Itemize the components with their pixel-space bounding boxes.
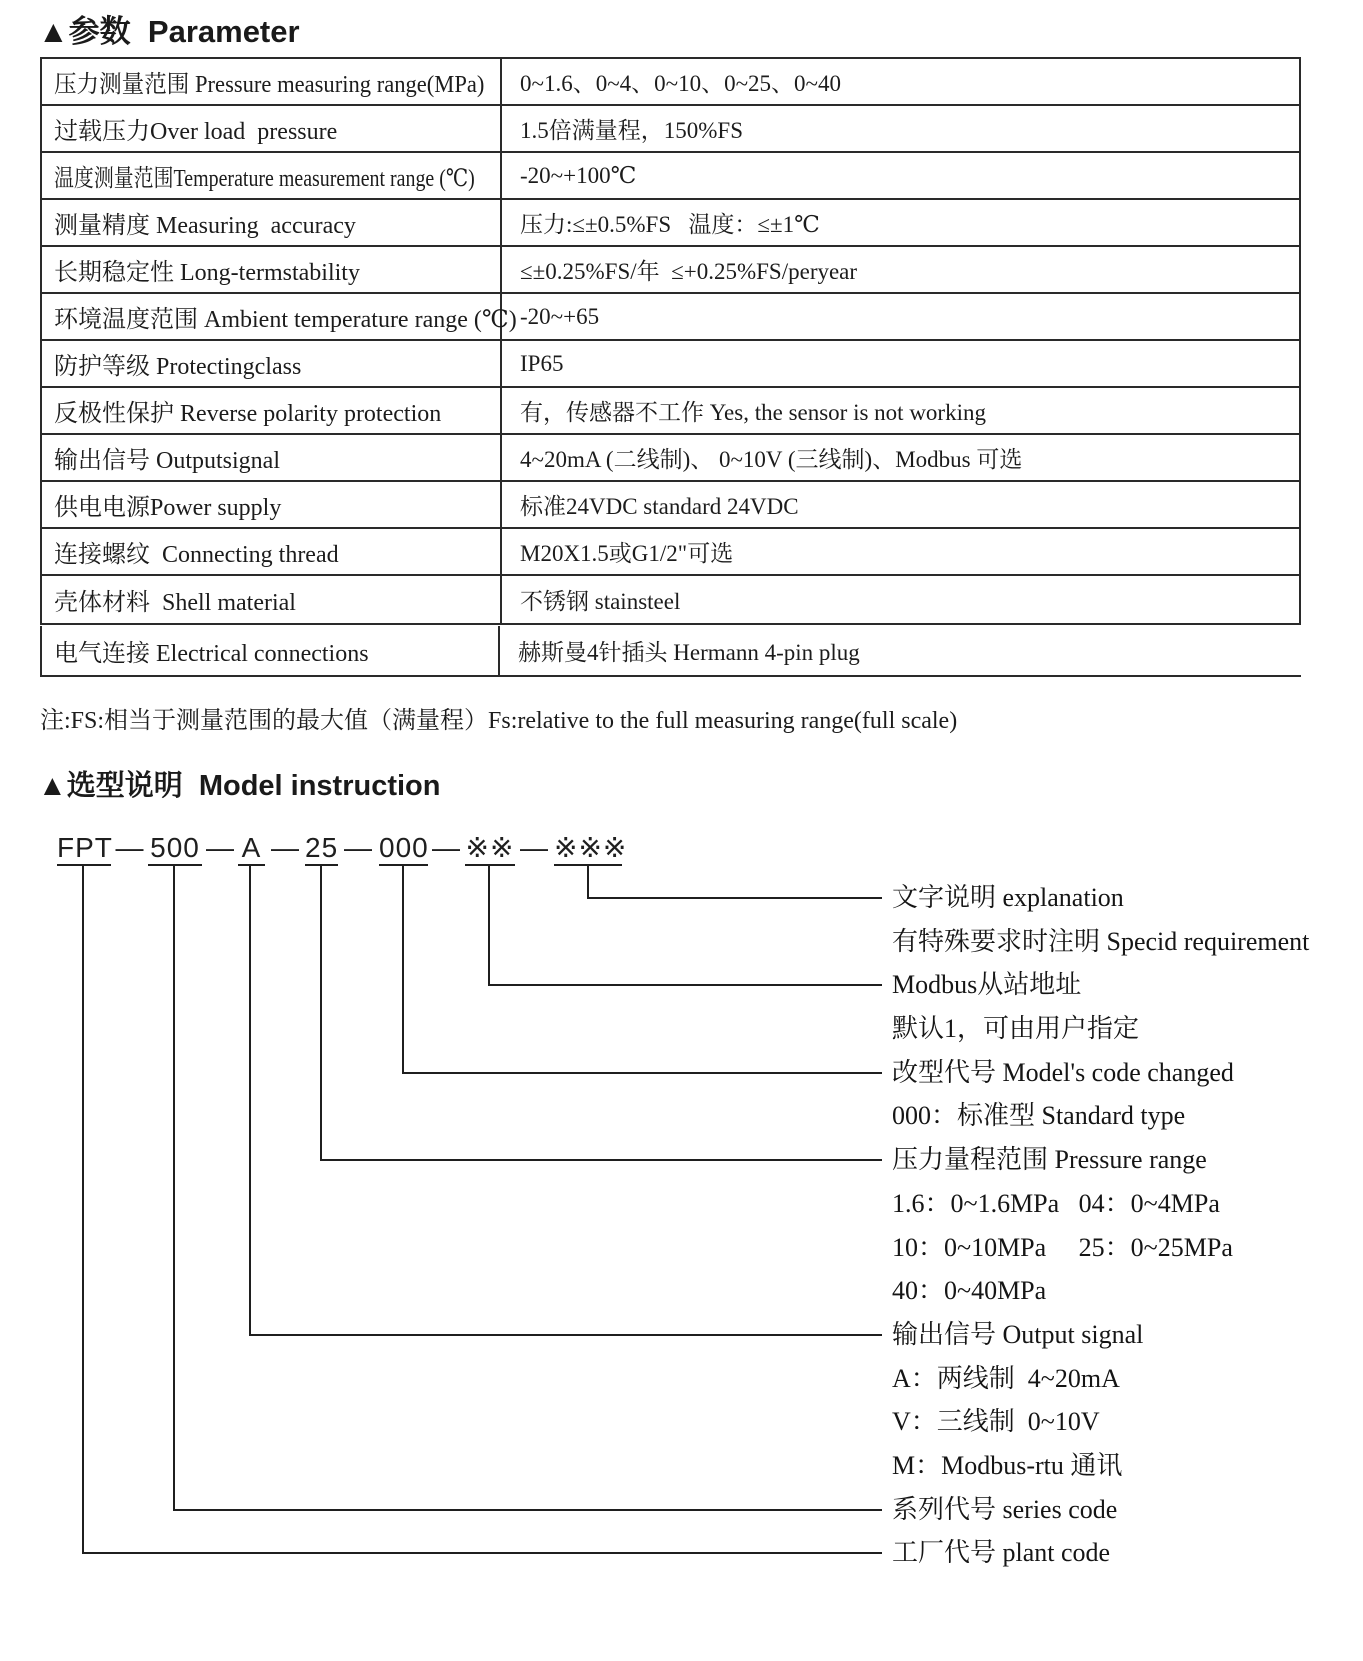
- model-code-segment-series: 500: [148, 833, 202, 866]
- model-explanation-label: 000：标准型 Standard type: [892, 1101, 1186, 1130]
- model-explanation-label: 10：0~10MPa 25：0~25MPa: [892, 1233, 1233, 1262]
- model-explanation-label: Modbus从站地址: [892, 970, 1082, 999]
- param-row-value: 不锈钢 stainsteel: [520, 589, 681, 614]
- param-row-value: -20~+100℃: [520, 162, 637, 188]
- param-row-label: 输出信号 Outputsignal: [42, 435, 502, 480]
- model-code-separator: —: [432, 832, 460, 863]
- connector-line-vertical: [488, 866, 490, 986]
- param-row-value: 压力:≤±0.5%FS 温度：≤±1℃: [520, 212, 820, 237]
- connector-line-horizontal: [320, 1159, 882, 1161]
- param-row-label: 过载压力Over load pressure: [42, 106, 502, 151]
- connector-line-horizontal: [587, 897, 882, 899]
- param-row-value: -20~+65: [520, 303, 600, 329]
- param-row-value: 赫斯曼4针插头 Hermann 4-pin plug: [518, 640, 860, 665]
- parameter-table: [40, 57, 1301, 625]
- table-row: [42, 200, 1299, 247]
- model-code-segment-output: A: [238, 833, 265, 866]
- connector-line-vertical: [173, 866, 175, 1511]
- model-explanation-label: 改型代号 Model's code changed: [892, 1058, 1234, 1087]
- connector-line-vertical: [320, 866, 322, 1161]
- table-row: [42, 529, 1299, 576]
- model-code-segment-plant: FPT: [57, 833, 111, 866]
- model-explanation-label: 输出信号 Output signal: [892, 1320, 1144, 1349]
- param-row-label: 温度测量范围Temperature measurement range (℃): [42, 153, 502, 198]
- table-row: [42, 153, 1299, 200]
- model-explanation-label: A：两线制 4~20mA: [892, 1364, 1120, 1393]
- model-code-separator: —: [344, 832, 372, 863]
- param-row-label: 长期稳定性 Long-termstability: [42, 247, 502, 292]
- model-code-separator: —: [206, 832, 234, 863]
- model-explanation-label: 压力量程范围 Pressure range: [892, 1145, 1207, 1174]
- model-section-title: ▲选型说明 Model instruction: [38, 770, 441, 802]
- param-row-label: 电气连接 Electrical connections: [42, 626, 500, 675]
- model-code-separator: —: [271, 832, 299, 863]
- model-code-segment-note: ※※※: [554, 833, 622, 866]
- connector-line-horizontal: [249, 1334, 882, 1336]
- param-row-label: 防护等级 Protectingclass: [42, 341, 502, 386]
- model-explanation-label: 工厂代号 plant code: [892, 1538, 1111, 1567]
- model-explanation-label: 文字说明 explanation: [892, 883, 1124, 912]
- model-code-separator: —: [520, 832, 548, 863]
- connector-line-vertical: [249, 866, 251, 1336]
- table-row: [42, 388, 1299, 435]
- connector-line-vertical: [82, 866, 84, 1554]
- parameter-section-title: ▲参数 Parameter: [38, 14, 300, 49]
- model-explanation-label: 系列代号 series code: [892, 1495, 1118, 1524]
- param-row-value: 4~20mA (二线制)、 0~10V (三线制)、Modbus 可选: [520, 447, 1023, 472]
- model-code-segment-range: 25: [305, 833, 338, 866]
- table-row: [42, 294, 1299, 341]
- model-explanation-label: 默认1，可由用户指定: [892, 1014, 1140, 1043]
- model-explanation-label: 1.6：0~1.6MPa 04：0~4MPa: [892, 1189, 1220, 1218]
- param-row-label: 壳体材料 Shell material: [42, 576, 502, 623]
- connector-line-horizontal: [173, 1509, 882, 1511]
- param-row-value: IP65: [520, 350, 564, 376]
- connector-line-horizontal: [402, 1072, 882, 1074]
- param-row-value: 0~1.6、0~4、0~10、0~25、0~40: [520, 71, 841, 96]
- param-row-value: 有，传感器不工作 Yes, the sensor is not working: [520, 400, 986, 425]
- param-row-label: 供电电源Power supply: [42, 482, 502, 527]
- model-explanation-label: 有特殊要求时注明 Specid requirement: [892, 927, 1310, 956]
- param-row-value: ≤±0.25%FS/年 ≤+0.25%FS/peryear: [520, 259, 858, 284]
- model-explanation-label: M：Modbus-rtu 通讯: [892, 1451, 1123, 1480]
- table-row: [42, 435, 1299, 482]
- connector-line-vertical: [587, 866, 589, 899]
- table-row: [40, 626, 1301, 677]
- param-row-label: 压力测量范围 Pressure measuring range(MPa): [42, 59, 502, 104]
- table-row: [42, 341, 1299, 388]
- connector-line-vertical: [402, 866, 404, 1074]
- param-row-value: 标准24VDC standard 24VDC: [520, 494, 799, 519]
- table-row: [42, 106, 1299, 153]
- model-explanation-label: 40：0~40MPa: [892, 1276, 1047, 1305]
- connector-line-horizontal: [82, 1552, 882, 1554]
- param-row-label: 环境温度范围 Ambient temperature range (℃): [42, 294, 502, 339]
- model-code-separator: —: [115, 832, 144, 863]
- table-row: [42, 59, 1299, 106]
- connector-line-horizontal: [488, 984, 882, 986]
- table-row: [42, 247, 1299, 294]
- param-row-value: M20X1.5或G1/2"可选: [520, 541, 734, 566]
- model-code-segment-modbus: ※※: [465, 833, 515, 866]
- table-row: [42, 482, 1299, 529]
- param-row-label: 测量精度 Measuring accuracy: [42, 200, 502, 245]
- model-code-segment-variant: 000: [379, 833, 428, 866]
- table-row: [42, 576, 1299, 623]
- param-row-label: 反极性保护 Reverse polarity protection: [42, 388, 502, 433]
- param-row-label: 连接螺纹 Connecting thread: [42, 529, 502, 574]
- table-footnote: 注:FS:相当于测量范围的最大值（满量程）Fs:relative to the full measuring range(full scale): [40, 708, 958, 734]
- model-explanation-label: V：三线制 0~10V: [892, 1407, 1100, 1436]
- param-row-value: 1.5倍满量程，150%FS: [520, 118, 743, 143]
